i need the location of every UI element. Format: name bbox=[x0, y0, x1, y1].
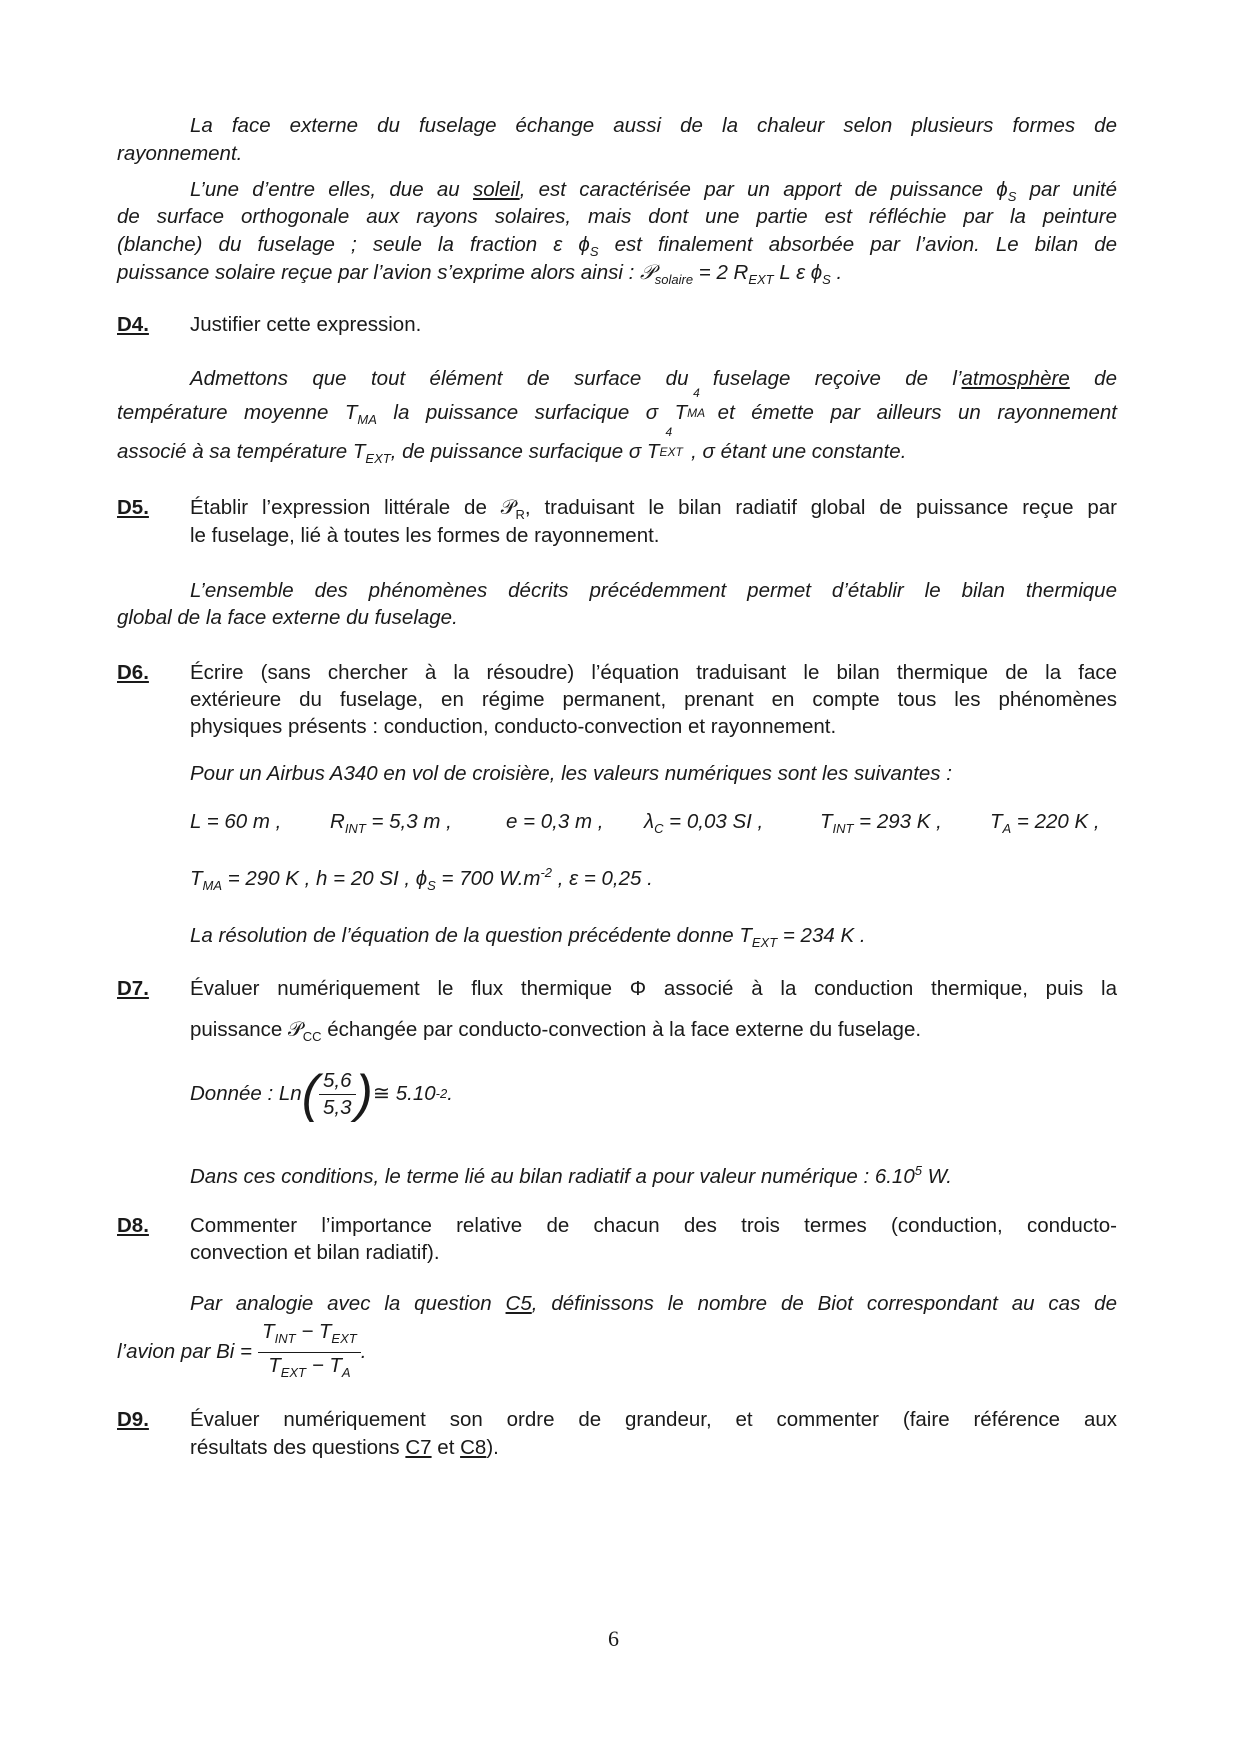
para-intro-line2: rayonnement. bbox=[117, 142, 243, 165]
para-biot-line1: Par analogie avec la question C5, définissons le nombre de Biot correspondant au cas de bbox=[190, 1292, 1117, 1315]
question-text-d7-line2: puissance 𝒫$_{CC}$ échangée par conducto-convection à la face externe du fuselage. bbox=[190, 1018, 922, 1044]
para-intro-line1: La face externe du fuselage échange aussi de la chaleur selon plusieurs formes de bbox=[190, 114, 1117, 137]
question-label-d7: D7. bbox=[117, 977, 149, 1000]
question-text-d9-line2: résultats des questions C7 et C8). bbox=[190, 1436, 499, 1459]
question-label-d8: D8. bbox=[117, 1214, 149, 1237]
value-line2: $T_{MA} = 290$ K , h = 20 SI , $\phi_S = 700$ $W.m^{-2}$ , ε = 0,25 . bbox=[190, 865, 653, 893]
question-text-d6-line1: Écrire (sans chercher à la résoudre) l’équation traduisant le bilan thermique de la face bbox=[190, 661, 1117, 684]
para-sun-line4: puissance solaire reçue par l’avion s’exprime alors ainsi : 𝒫$_{solaire}$ = 2 $R_{EXT}$ L ε $\phi_S$ . bbox=[117, 261, 843, 287]
question-label-d9: D9. bbox=[117, 1408, 149, 1431]
question-text-d6-line3: physiques présents : conduction, conducto-convection et rayonnement. bbox=[190, 715, 837, 738]
question-text-d6-line2: extérieure du fuselage, en régime permanent, prenant en compte tous les phénomènes bbox=[190, 688, 1117, 711]
question-text-d5-line2: le fuselage, lié à toutes les formes de rayonnement. bbox=[190, 524, 660, 547]
para-global-line2: global de la face externe du fuselage. bbox=[117, 606, 458, 629]
para-global-line1: L’ensemble des phénomènes décrits précédemment permet d’établir le bilan thermique bbox=[190, 579, 1117, 602]
question-text-d4: Justifier cette expression. bbox=[190, 313, 422, 336]
value-R-int: $R_{INT} = 5,3$ m , bbox=[330, 810, 452, 836]
value-T-a: $T_A = 220$ K , bbox=[990, 810, 1100, 836]
para-atm-line2: température moyenne $T_{MA}$ la puissance surfacique σ T 4 MA et émette par ailleurs un rayonnement bbox=[117, 386, 1117, 427]
question-text-d8-line2: convection et bilan radiatif). bbox=[190, 1241, 440, 1264]
para-radiatif: Dans ces conditions, le terme lié au bilan radiatif a pour valeur numérique : 6.10$^5$ W. bbox=[190, 1163, 952, 1188]
value-lambda-c: $\lambda_C = 0,03$ SI , bbox=[644, 810, 764, 836]
value-T-int: $T_{INT} = 293$ K , bbox=[820, 810, 942, 836]
page-number: 6 bbox=[608, 1626, 619, 1651]
fraction-biot: $\frac{T_{INT} - T_{EXT}}{T_{EXT} - T_A}$ bbox=[258, 1319, 361, 1386]
question-text-d5-line1: Établir l’expression littérale de 𝒫$_R$, traduisant le bilan radiatif global de puissance reçue par bbox=[190, 496, 1117, 522]
value-e: e = 0,3 m , bbox=[506, 810, 604, 833]
question-text-d9-line1: Évaluer numériquement son ordre de grandeur, et commenter (faire référence aux bbox=[190, 1408, 1117, 1431]
question-label-d5: D5. bbox=[117, 496, 149, 519]
para-sun-line3: (blanche) du fuselage ; seule la fraction ε $\phi_S$ est finalement absorbée par l’avion. Le bilan de bbox=[117, 233, 1117, 259]
question-text-d8-line1: Commenter l’importance relative de chacun des trois termes (conduction, conducto- bbox=[190, 1214, 1117, 1237]
question-label-d4: D4. bbox=[117, 313, 149, 336]
para-atm-line1: Admettons que tout élément de surface du fuselage reçoive de l’atmosphère de bbox=[190, 367, 1117, 390]
value-L: L = 60 m , bbox=[190, 810, 282, 833]
fraction-ln: $\frac{5,6}{5,3}$ bbox=[319, 1068, 356, 1121]
para-sun-line1: L’une d’entre elles, due au soleil, est caractérisée par un apport de puissance $\phi_S$ par unité bbox=[190, 178, 1117, 204]
donnee-formula: Donnée : Ln ( $\frac{5,6}{5,3}$ ) ≅ 5.10 -2 . bbox=[190, 1065, 453, 1123]
question-label-d6: D6. bbox=[117, 661, 149, 684]
para-a340-intro: Pour un Airbus A340 en vol de croisière, les valeurs numériques sont les suivantes : bbox=[190, 762, 952, 785]
biot-formula: l’avion par Bi = $\frac{T_{INT} - T_{EXT}}{T_{EXT} - T_A}$ . bbox=[117, 1320, 366, 1384]
para-sun-line2: de surface orthogonale aux rayons solaires, mais dont une partie est réfléchie par la peinture bbox=[117, 205, 1117, 228]
left-paren: ( bbox=[301, 1065, 320, 1123]
para-atm-line3: associé à sa température $T_{EXT}$, de puissance surfacique σ T 4 EXT , σ étant une constante. bbox=[117, 425, 907, 466]
para-resolution: La résolution de l’équation de la question précédente donne $T_{EXT} = 234$ K . bbox=[190, 924, 866, 950]
question-text-d7-line1: Évaluer numériquement le flux thermique Φ associé à la conduction thermique, puis la bbox=[190, 977, 1117, 1000]
right-paren: ) bbox=[355, 1065, 373, 1123]
